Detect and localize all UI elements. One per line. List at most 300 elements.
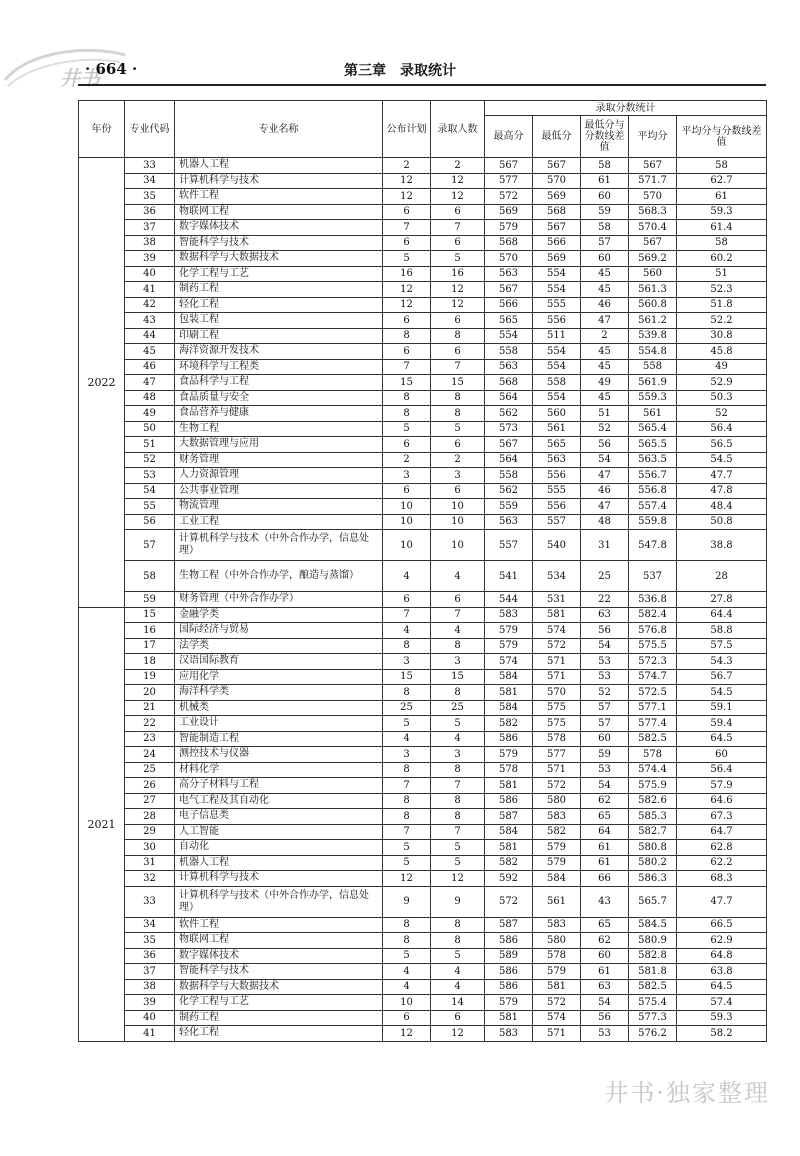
- min-cell: 572: [533, 778, 581, 794]
- admitted-cell: 10: [431, 514, 485, 530]
- table-row: [79, 406, 767, 422]
- avg-cell: 586.3: [629, 871, 677, 887]
- table-row: [79, 716, 767, 732]
- name-cell: 生物工程: [175, 421, 383, 437]
- table-row: [79, 995, 767, 1011]
- table-row: [79, 421, 767, 437]
- min-cell: 571: [533, 1026, 581, 1042]
- avg-cell: 582.5: [629, 731, 677, 747]
- plan-cell: 6: [383, 1010, 431, 1026]
- table-row: [79, 375, 767, 391]
- name-cell: 财务管理（中外合作办学）: [175, 592, 383, 608]
- admitted-cell: 5: [431, 421, 485, 437]
- col-code: 专业代码: [125, 101, 175, 158]
- max-cell: 582: [485, 716, 533, 732]
- min-diff-cell: 62: [581, 793, 629, 809]
- plan-cell: 15: [383, 375, 431, 391]
- table-row: [79, 654, 767, 670]
- avg-cell: 565.5: [629, 437, 677, 453]
- min-cell: 579: [533, 840, 581, 856]
- avg-cell: 554.8: [629, 344, 677, 360]
- admitted-cell: 8: [431, 638, 485, 654]
- min-cell: 557: [533, 514, 581, 530]
- code-cell: 49: [125, 406, 175, 422]
- min-cell: 580: [533, 793, 581, 809]
- min-diff-cell: 52: [581, 421, 629, 437]
- min-diff-cell: 58: [581, 220, 629, 236]
- max-cell: 563: [485, 514, 533, 530]
- plan-cell: 5: [383, 421, 431, 437]
- max-cell: 581: [485, 778, 533, 794]
- avg-diff-cell: 52: [677, 406, 767, 422]
- min-diff-cell: 63: [581, 607, 629, 623]
- code-cell: 41: [125, 1026, 175, 1042]
- admitted-cell: 6: [431, 204, 485, 220]
- code-cell: 29: [125, 824, 175, 840]
- min-diff-cell: 31: [581, 530, 629, 561]
- avg-diff-cell: 59.3: [677, 204, 767, 220]
- code-cell: 17: [125, 638, 175, 654]
- max-cell: 586: [485, 793, 533, 809]
- max-cell: 579: [485, 220, 533, 236]
- admitted-cell: 12: [431, 173, 485, 189]
- avg-diff-cell: 51: [677, 266, 767, 282]
- plan-cell: 8: [383, 917, 431, 933]
- min-diff-cell: 60: [581, 731, 629, 747]
- plan-cell: 10: [383, 995, 431, 1011]
- min-diff-cell: 57: [581, 235, 629, 251]
- avg-cell: 560: [629, 266, 677, 282]
- plan-cell: 3: [383, 468, 431, 484]
- admitted-cell: 7: [431, 359, 485, 375]
- code-cell: 55: [125, 499, 175, 515]
- name-cell: 软件工程: [175, 189, 383, 205]
- avg-cell: 582.7: [629, 824, 677, 840]
- plan-cell: 2: [383, 158, 431, 174]
- table-row: [79, 437, 767, 453]
- code-cell: 39: [125, 995, 175, 1011]
- code-cell: 39: [125, 251, 175, 267]
- avg-diff-cell: 49: [677, 359, 767, 375]
- name-cell: 数字媒体技术: [175, 220, 383, 236]
- code-cell: 30: [125, 840, 175, 856]
- avg-diff-cell: 52.2: [677, 313, 767, 329]
- name-cell: 测控技术与仪器: [175, 747, 383, 763]
- table-row: [79, 514, 767, 530]
- name-cell: 工业工程: [175, 514, 383, 530]
- avg-diff-cell: 66.5: [677, 917, 767, 933]
- table-row: [79, 623, 767, 639]
- avg-diff-cell: 47.8: [677, 483, 767, 499]
- plan-cell: 8: [383, 933, 431, 949]
- admitted-cell: 15: [431, 669, 485, 685]
- max-cell: 567: [485, 282, 533, 298]
- plan-cell: 6: [383, 204, 431, 220]
- table-row: [79, 669, 767, 685]
- name-cell: 物流管理: [175, 499, 383, 515]
- min-cell: 574: [533, 623, 581, 639]
- table-row: [79, 313, 767, 329]
- code-cell: 38: [125, 235, 175, 251]
- table-row: [79, 1026, 767, 1042]
- name-cell: 数字媒体技术: [175, 948, 383, 964]
- max-cell: 562: [485, 406, 533, 422]
- min-cell: 583: [533, 917, 581, 933]
- min-cell: 582: [533, 824, 581, 840]
- avg-diff-cell: 59.3: [677, 1010, 767, 1026]
- max-cell: 584: [485, 700, 533, 716]
- min-diff-cell: 54: [581, 995, 629, 1011]
- admitted-cell: 3: [431, 654, 485, 670]
- min-cell: 579: [533, 964, 581, 980]
- min-diff-cell: 65: [581, 917, 629, 933]
- max-cell: 558: [485, 468, 533, 484]
- table-row: [79, 251, 767, 267]
- name-cell: 生物工程（中外合作办学，酿造与蒸馏）: [175, 561, 383, 592]
- min-diff-cell: 56: [581, 437, 629, 453]
- max-cell: 541: [485, 561, 533, 592]
- table-row: [79, 468, 767, 484]
- min-cell: 568: [533, 204, 581, 220]
- min-diff-cell: 46: [581, 483, 629, 499]
- plan-cell: 6: [383, 235, 431, 251]
- plan-cell: 2: [383, 452, 431, 468]
- avg-cell: 571.7: [629, 173, 677, 189]
- avg-cell: 561: [629, 406, 677, 422]
- code-cell: 18: [125, 654, 175, 670]
- code-cell: 33: [125, 158, 175, 174]
- avg-cell: 547.8: [629, 530, 677, 561]
- code-cell: 45: [125, 344, 175, 360]
- min-diff-cell: 54: [581, 452, 629, 468]
- min-cell: 569: [533, 251, 581, 267]
- code-cell: 28: [125, 809, 175, 825]
- code-cell: 35: [125, 189, 175, 205]
- avg-cell: 570.4: [629, 220, 677, 236]
- name-cell: 食品营养与健康: [175, 406, 383, 422]
- max-cell: 554: [485, 328, 533, 344]
- min-diff-cell: 53: [581, 669, 629, 685]
- avg-cell: 585.3: [629, 809, 677, 825]
- plan-cell: 4: [383, 731, 431, 747]
- avg-cell: 556.7: [629, 468, 677, 484]
- avg-diff-cell: 51.8: [677, 297, 767, 313]
- avg-cell: 575.4: [629, 995, 677, 1011]
- avg-cell: 539.8: [629, 328, 677, 344]
- avg-cell: 537: [629, 561, 677, 592]
- avg-diff-cell: 62.2: [677, 855, 767, 871]
- code-cell: 32: [125, 871, 175, 887]
- avg-cell: 581.8: [629, 964, 677, 980]
- max-cell: 579: [485, 747, 533, 763]
- admitted-cell: 2: [431, 452, 485, 468]
- code-cell: 44: [125, 328, 175, 344]
- col-admitted: 录取人数: [431, 101, 485, 158]
- avg-diff-cell: 61: [677, 189, 767, 205]
- min-diff-cell: 54: [581, 778, 629, 794]
- table-row: [79, 840, 767, 856]
- name-cell: 自动化: [175, 840, 383, 856]
- plan-cell: 7: [383, 607, 431, 623]
- table-row: [79, 871, 767, 887]
- max-cell: 581: [485, 840, 533, 856]
- name-cell: 机器人工程: [175, 855, 383, 871]
- name-cell: 物联网工程: [175, 933, 383, 949]
- avg-cell: 567: [629, 235, 677, 251]
- avg-cell: 558: [629, 359, 677, 375]
- name-cell: 轻化工程: [175, 1026, 383, 1042]
- code-cell: 42: [125, 297, 175, 313]
- table-row: [79, 235, 767, 251]
- min-diff-cell: 66: [581, 871, 629, 887]
- min-cell: 556: [533, 468, 581, 484]
- avg-cell: 582.5: [629, 979, 677, 995]
- table-row: [79, 685, 767, 701]
- avg-cell: 563.5: [629, 452, 677, 468]
- avg-diff-cell: 64.5: [677, 731, 767, 747]
- name-cell: 国际经济与贸易: [175, 623, 383, 639]
- name-cell: 机器人工程: [175, 158, 383, 174]
- max-cell: 573: [485, 421, 533, 437]
- avg-diff-cell: 59.4: [677, 716, 767, 732]
- min-diff-cell: 52: [581, 685, 629, 701]
- max-cell: 563: [485, 266, 533, 282]
- min-cell: 555: [533, 483, 581, 499]
- name-cell: 物联网工程: [175, 204, 383, 220]
- plan-cell: 8: [383, 809, 431, 825]
- min-cell: 561: [533, 886, 581, 917]
- plan-cell: 5: [383, 948, 431, 964]
- name-cell: 环境科学与工程类: [175, 359, 383, 375]
- max-cell: 564: [485, 390, 533, 406]
- name-cell: 电子信息类: [175, 809, 383, 825]
- name-cell: 高分子材料与工程: [175, 778, 383, 794]
- min-cell: 578: [533, 948, 581, 964]
- plan-cell: 7: [383, 778, 431, 794]
- min-diff-cell: 53: [581, 654, 629, 670]
- min-diff-cell: 45: [581, 266, 629, 282]
- table-row: [79, 747, 767, 763]
- avg-diff-cell: 63.8: [677, 964, 767, 980]
- table-row: [79, 561, 767, 592]
- code-cell: 40: [125, 1010, 175, 1026]
- table-row: [79, 204, 767, 220]
- name-cell: 电气工程及其自动化: [175, 793, 383, 809]
- table-row: [79, 793, 767, 809]
- code-cell: 46: [125, 359, 175, 375]
- max-cell: 574: [485, 654, 533, 670]
- plan-cell: 8: [383, 793, 431, 809]
- col-min: 最低分: [533, 116, 581, 158]
- min-diff-cell: 45: [581, 359, 629, 375]
- min-diff-cell: 63: [581, 979, 629, 995]
- col-avg-diff: 平均分与分数线差值: [677, 116, 767, 158]
- min-diff-cell: 46: [581, 297, 629, 313]
- year-cell: 2022: [79, 158, 125, 608]
- plan-cell: 8: [383, 406, 431, 422]
- min-diff-cell: 54: [581, 638, 629, 654]
- min-cell: 561: [533, 421, 581, 437]
- table-row: [79, 607, 767, 623]
- min-cell: 569: [533, 189, 581, 205]
- col-avg: 平均分: [629, 116, 677, 158]
- admitted-cell: 8: [431, 809, 485, 825]
- col-name: 专业名称: [175, 101, 383, 158]
- admitted-cell: 7: [431, 824, 485, 840]
- avg-diff-cell: 57.4: [677, 995, 767, 1011]
- table-row: [79, 731, 767, 747]
- code-cell: 36: [125, 948, 175, 964]
- min-cell: 570: [533, 685, 581, 701]
- name-cell: 海洋资源开发技术: [175, 344, 383, 360]
- admitted-cell: 5: [431, 840, 485, 856]
- code-cell: 37: [125, 964, 175, 980]
- admitted-cell: 6: [431, 437, 485, 453]
- code-cell: 58: [125, 561, 175, 592]
- min-cell: 570: [533, 173, 581, 189]
- avg-diff-cell: 62.7: [677, 173, 767, 189]
- max-cell: 562: [485, 483, 533, 499]
- min-cell: 579: [533, 855, 581, 871]
- max-cell: 581: [485, 1010, 533, 1026]
- chapter-title: 第三章 录取统计: [344, 63, 456, 79]
- admitted-cell: 9: [431, 886, 485, 917]
- min-cell: 571: [533, 762, 581, 778]
- max-cell: 567: [485, 158, 533, 174]
- max-cell: 544: [485, 592, 533, 608]
- max-cell: 572: [485, 886, 533, 917]
- max-cell: 572: [485, 189, 533, 205]
- admitted-cell: 8: [431, 793, 485, 809]
- min-diff-cell: 49: [581, 375, 629, 391]
- code-cell: 22: [125, 716, 175, 732]
- plan-cell: 12: [383, 282, 431, 298]
- min-cell: 556: [533, 313, 581, 329]
- max-cell: 579: [485, 638, 533, 654]
- max-cell: 563: [485, 359, 533, 375]
- avg-cell: 572.3: [629, 654, 677, 670]
- avg-diff-cell: 57.5: [677, 638, 767, 654]
- table-row: [79, 700, 767, 716]
- col-min-diff: 最低分与分数线差值: [581, 116, 629, 158]
- table-row: [79, 530, 767, 561]
- admitted-cell: 4: [431, 623, 485, 639]
- code-cell: 35: [125, 933, 175, 949]
- avg-diff-cell: 64.4: [677, 607, 767, 623]
- plan-cell: 12: [383, 189, 431, 205]
- min-cell: 563: [533, 452, 581, 468]
- avg-diff-cell: 57.9: [677, 778, 767, 794]
- table-row: [79, 933, 767, 949]
- avg-cell: 580.9: [629, 933, 677, 949]
- admitted-cell: 2: [431, 158, 485, 174]
- avg-cell: 561.3: [629, 282, 677, 298]
- plan-cell: 5: [383, 840, 431, 856]
- plan-cell: 8: [383, 762, 431, 778]
- admitted-cell: 4: [431, 964, 485, 980]
- max-cell: 586: [485, 731, 533, 747]
- admitted-cell: 8: [431, 762, 485, 778]
- min-cell: 554: [533, 390, 581, 406]
- admitted-cell: 15: [431, 375, 485, 391]
- min-cell: 575: [533, 716, 581, 732]
- max-cell: 559: [485, 499, 533, 515]
- admitted-cell: 6: [431, 592, 485, 608]
- name-cell: 大数据管理与应用: [175, 437, 383, 453]
- plan-cell: 4: [383, 623, 431, 639]
- table-row: [79, 297, 767, 313]
- code-cell: 43: [125, 313, 175, 329]
- avg-cell: 536.8: [629, 592, 677, 608]
- avg-diff-cell: 54.5: [677, 452, 767, 468]
- plan-cell: 6: [383, 344, 431, 360]
- max-cell: 584: [485, 824, 533, 840]
- min-cell: 560: [533, 406, 581, 422]
- avg-diff-cell: 60.2: [677, 251, 767, 267]
- admitted-cell: 6: [431, 1010, 485, 1026]
- col-plan: 公布计划: [383, 101, 431, 158]
- min-diff-cell: 60: [581, 948, 629, 964]
- table-row: [79, 173, 767, 189]
- min-cell: 556: [533, 499, 581, 515]
- admitted-cell: 5: [431, 855, 485, 871]
- plan-cell: 3: [383, 654, 431, 670]
- min-diff-cell: 61: [581, 173, 629, 189]
- name-cell: 数据科学与大数据技术: [175, 979, 383, 995]
- plan-cell: 10: [383, 499, 431, 515]
- name-cell: 化学工程与工艺: [175, 995, 383, 1011]
- plan-cell: 7: [383, 220, 431, 236]
- name-cell: 智能科学与技术: [175, 964, 383, 980]
- col-max: 最高分: [485, 116, 533, 158]
- admitted-cell: 14: [431, 995, 485, 1011]
- min-diff-cell: 61: [581, 840, 629, 856]
- name-cell: 轻化工程: [175, 297, 383, 313]
- plan-cell: 8: [383, 328, 431, 344]
- code-cell: 23: [125, 731, 175, 747]
- admitted-cell: 6: [431, 235, 485, 251]
- avg-diff-cell: 27.8: [677, 592, 767, 608]
- code-cell: 54: [125, 483, 175, 499]
- name-cell: 海洋科学类: [175, 685, 383, 701]
- avg-cell: 560.8: [629, 297, 677, 313]
- admitted-cell: 12: [431, 282, 485, 298]
- avg-diff-cell: 64.7: [677, 824, 767, 840]
- name-cell: 汉语国际教育: [175, 654, 383, 670]
- avg-diff-cell: 47.7: [677, 886, 767, 917]
- table-row: [79, 282, 767, 298]
- table-row: [79, 964, 767, 980]
- admitted-cell: 6: [431, 344, 485, 360]
- name-cell: 人工智能: [175, 824, 383, 840]
- code-cell: 25: [125, 762, 175, 778]
- avg-diff-cell: 58: [677, 158, 767, 174]
- min-cell: 567: [533, 220, 581, 236]
- code-cell: 52: [125, 452, 175, 468]
- avg-diff-cell: 56.4: [677, 762, 767, 778]
- plan-cell: 8: [383, 685, 431, 701]
- avg-diff-cell: 61.4: [677, 220, 767, 236]
- name-cell: 材料化学: [175, 762, 383, 778]
- avg-cell: 578: [629, 747, 677, 763]
- code-cell: 31: [125, 855, 175, 871]
- admitted-cell: 12: [431, 1026, 485, 1042]
- avg-diff-cell: 56.4: [677, 421, 767, 437]
- admitted-cell: 8: [431, 917, 485, 933]
- admitted-cell: 10: [431, 530, 485, 561]
- name-cell: 印刷工程: [175, 328, 383, 344]
- code-cell: 21: [125, 700, 175, 716]
